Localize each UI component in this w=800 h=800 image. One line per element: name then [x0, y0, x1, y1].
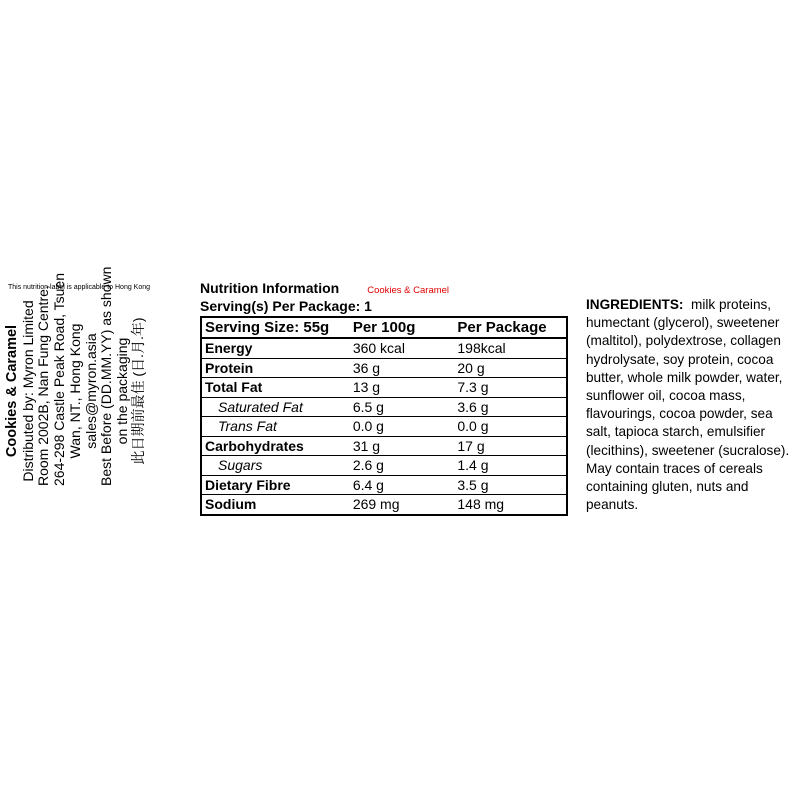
servings-per-package: Serving(s) Per Package: 1 [200, 298, 372, 314]
header-cell: Per Package [454, 317, 567, 338]
per-100g-value: 36 g [350, 358, 455, 378]
table-row [201, 495, 567, 515]
side-line: Room 2002B, Nan Fung Centre, [35, 285, 52, 486]
nutrient-name: Total Fat [201, 378, 350, 398]
per-package-value: 17 g [454, 436, 567, 456]
nutrient-name: Trans Fat [201, 417, 350, 437]
nutrition-title: Nutrition Information [200, 280, 340, 296]
per-package-value: 7.3 g [454, 378, 567, 398]
side-line: Best Before (DD.MM.YY) as shown [98, 266, 115, 486]
table-row [201, 475, 567, 495]
per-100g-value: 0.0 g [350, 417, 455, 437]
ingredients-text: milk proteins, humectant (glycerol), sweetener (maltitol), polydextrose, collagen hydrolysate, soy protein, cocoa butter, whole milk powder, water, sunflower oil, cocoa mass, flavourings, cocoa powder, sea salt, tapioca starch, emulsifier (lecithins), sweetener (sucralose). May contain traces of cereals containing gluten, nuts and peanuts. [586, 297, 790, 513]
nutrient-name: Saturated Fat [201, 397, 350, 417]
table-row [201, 358, 567, 378]
nutrient-name: Dietary Fibre [201, 475, 350, 495]
per-100g-value: 6.5 g [350, 397, 455, 417]
nutrient-name: Sugars [201, 456, 350, 476]
side-brand-name: Cookies & Caramel [4, 324, 20, 458]
per-package-value: 3.6 g [454, 397, 567, 417]
hong-kong-note: This nutrition label is applicable to Hong Kong [8, 284, 151, 291]
per-package-value: 20 g [454, 358, 567, 378]
table-row [201, 436, 567, 456]
per-package-value: 0.0 g [454, 417, 567, 437]
ingredients-label: INGREDIENTS: [586, 297, 684, 312]
nutrition-table [200, 316, 568, 516]
side-line: sales@myron.asia [82, 333, 99, 449]
per-package-value: 148 mg [454, 495, 567, 515]
nutrient-name: Energy [201, 338, 350, 358]
nutrient-name: Protein [201, 358, 350, 378]
per-100g-value: 360 kcal [350, 338, 455, 358]
table-row [201, 417, 567, 437]
side-line: Wan, NT., Hong Kong [66, 323, 83, 459]
nutrition-panel [200, 280, 570, 516]
per-100g-value: 269 mg [350, 495, 455, 515]
per-package-value: 3.5 g [454, 475, 567, 495]
table-row [201, 338, 567, 358]
table-row [201, 397, 567, 417]
per-100g-value: 2.6 g [350, 456, 455, 476]
table-header-row [201, 317, 567, 338]
ingredients-block [586, 296, 791, 514]
per-package-value: 198kcal [454, 338, 567, 358]
per-100g-value: 6.4 g [350, 475, 455, 495]
nutrient-name: Carbohydrates [201, 436, 350, 456]
product-name: Cookies & Caramel [367, 285, 450, 296]
per-100g-value: 13 g [350, 378, 455, 398]
header-cell: Serving Size: 55g [201, 317, 350, 338]
side-line: Distributed by: Myron Limited [19, 300, 36, 482]
per-package-value: 1.4 g [454, 456, 567, 476]
side-line: on the packaging [113, 337, 130, 445]
per-100g-value: 31 g [350, 436, 455, 456]
side-line: 此日期前最佳 (日.月.年) [129, 317, 146, 465]
table-row [201, 378, 567, 398]
nutrient-name: Sodium [201, 495, 350, 515]
side-line: 264-298 Castle Peak Road, Tsuen [51, 273, 68, 486]
table-row [201, 456, 567, 476]
header-cell: Per 100g [350, 317, 455, 338]
